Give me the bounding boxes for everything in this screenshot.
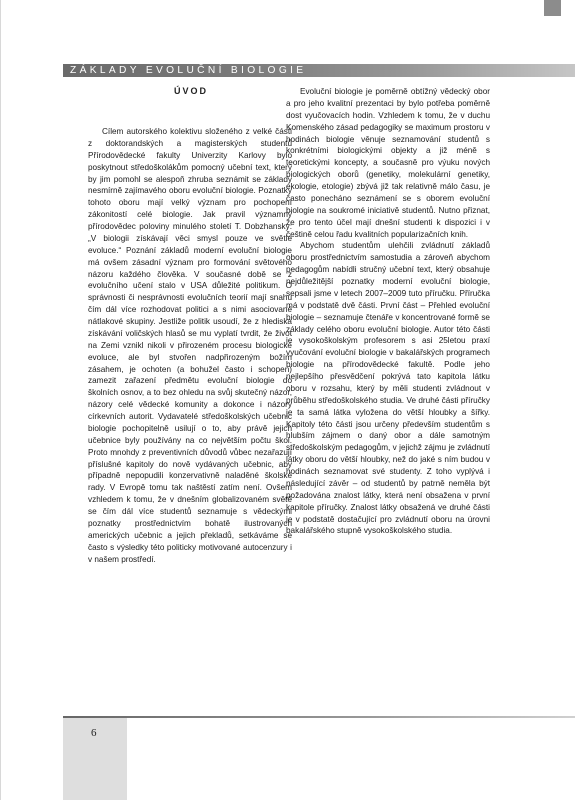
left-text-column: [88, 126, 292, 565]
running-header-title: ZÁKLADY EVOLUČNÍ BIOLOGIE: [70, 65, 307, 76]
corner-tab: [544, 0, 561, 16]
footer-rule: [63, 716, 575, 718]
paragraph-handbook-structure: Abychom studentům ulehčili zvládnutí základů oboru prostřednictvím samostudia a zároveň abychom pedagogům nabídli stručný učební text, který obsahuje nejdůležitější poznatky moderní evoluční biologie, sepsali jsme v letech 2007–2009 tuto příručku. Příručka má v podstatě dvě části. První část – Přehled evoluční biologie – seznamuje čtenáře v koncentrované formě se základy celého oboru evoluční biologie. Autor této části je vysokoškolským profesorem s asi 25letou praxí vyučování evoluční biologie v bakalářských programech biologie na přírodovědecké fakultě. Podle jeho nejlepšího přesvědčení pokrývá tato kapitola látku oboru v rozsahu, který by měli studenti zvládnout v průběhu středoškolského studia. Ve druhé části příručky je ta samá látka vyložena do větší hloubky a šířky. Kapitoly této části jsou určeny především studentům s hlubším zájmem o daný obor a dále samotným středoškolským pedagogům, v jejichž zájmu je zvládnutí látky oboru do větší hloubky, než do jaké s ním budou v hodinách seznamovat své studenty. Z toho vyplývá i následující závěr – od studentů by patrně neměla být požadována znalost látky, která není obsažena v první kapitole příručky. Znalost látky obsažená ve druhé části je v podstatě dostačující pro zvládnutí oboru na úrovni bakalářského stupně vysokoškolského studia.: [286, 241, 490, 536]
paragraph-evolutionary-biology: Evoluční biologie je poměrně obtížný vědecký obor a pro jeho kvalitní prezentaci by bylo potřeba poměrně dost vyučovacích hodin. Vzhledem k tomu, že v duchu Komenského zásad pedagogiky se maximum prostoru v hodinách biologie věnuje seznamování studentů s konkrétními biologickými objekty a již méně s teoretickými koncepty, a současně pro výuku nových biologických oborů (genetiky, molekulární genetiky, ekologie, etologie) zbývá již tak relativně málo času, je často ponecháno seznámení se s oborem evoluční biologie na soukromé iniciativě studentů. Nutno přiznat, že pro tento účel mají dnešní studenti k dispozici i v češtině celou řadu kvalitních popularizačních knih.: [286, 87, 490, 239]
right-text-column: [286, 86, 490, 537]
intro-paragraph: Cílem autorského kolektivu složeného z velké části z doktorandských a magisterských studentů Přírodovědecké fakulty Univerzity Karlovy bylo poskytnout středoškolákům pomocný učební text, který by jim pomohl se alespoň zhruba seznámit se základy nesmírně zajímavého oboru evoluční biologie. Poznatky tohoto oboru mají velký význam pro pochopení zákonitostí celé biologie. Jak pravil významný přírodovědec poloviny minulého století T. Dobzhansky: „V biologii získávají věci smysl pouze ve světle evoluce.“ Poznání základů moderní evoluční biologie má ovšem zásadní význam pro formování světového názoru každého člověka. V současné době se z evolučního učení stalo v USA důležité politikum. O správnosti či nesprávnosti evolučních teorií mají snahu čím dál více rozhodovat politici a s nimi asociované nátlakové skupiny. Jestliže politik usoudí, že z hlediska získávání voličských hlasů se mu vyplatí tvrdit, že život na Zemi vznikl nikoli v přirozeném procesu biologické evoluce, ale byl stvořen nadpřirozeným božím zásahem, je ochoten (a bohužel často i schopen) zamezit zařazení předmětu evoluční biologie do školních osnov, a to bez ohledu na svůj skutečný názor, názory celé vědecké komunity a dokonce i názory církevních autorit. Vydavatelé středoškolských učebnic biologie pochopitelně usilují o to, aby právě jejich učebnice byly používány na co největším počtu škol. Proto mnohdy z preventivních důvodů vůbec nezařazují příslušné kapitoly do nově vydávaných učebnic, aby případně nepopudili konzervativně naladěné školské rady. V Evropě tomu tak naštěstí zatím není. Ovšem vzhledem k tomu, že v dnešním globalizovaném světě se čím dál více studentů seznamuje s vědeckými poznatky prostřednictvím bohatě ilustrovaných amerických učebnic a jejich překladů, setkáváme se často s výsledky této politicky motivované autocenzury i v našem prostředí.: [88, 127, 292, 564]
page-edge-rule: [0, 0, 1, 800]
page-number: 6: [91, 727, 97, 739]
section-heading: ÚVOD: [173, 86, 208, 96]
